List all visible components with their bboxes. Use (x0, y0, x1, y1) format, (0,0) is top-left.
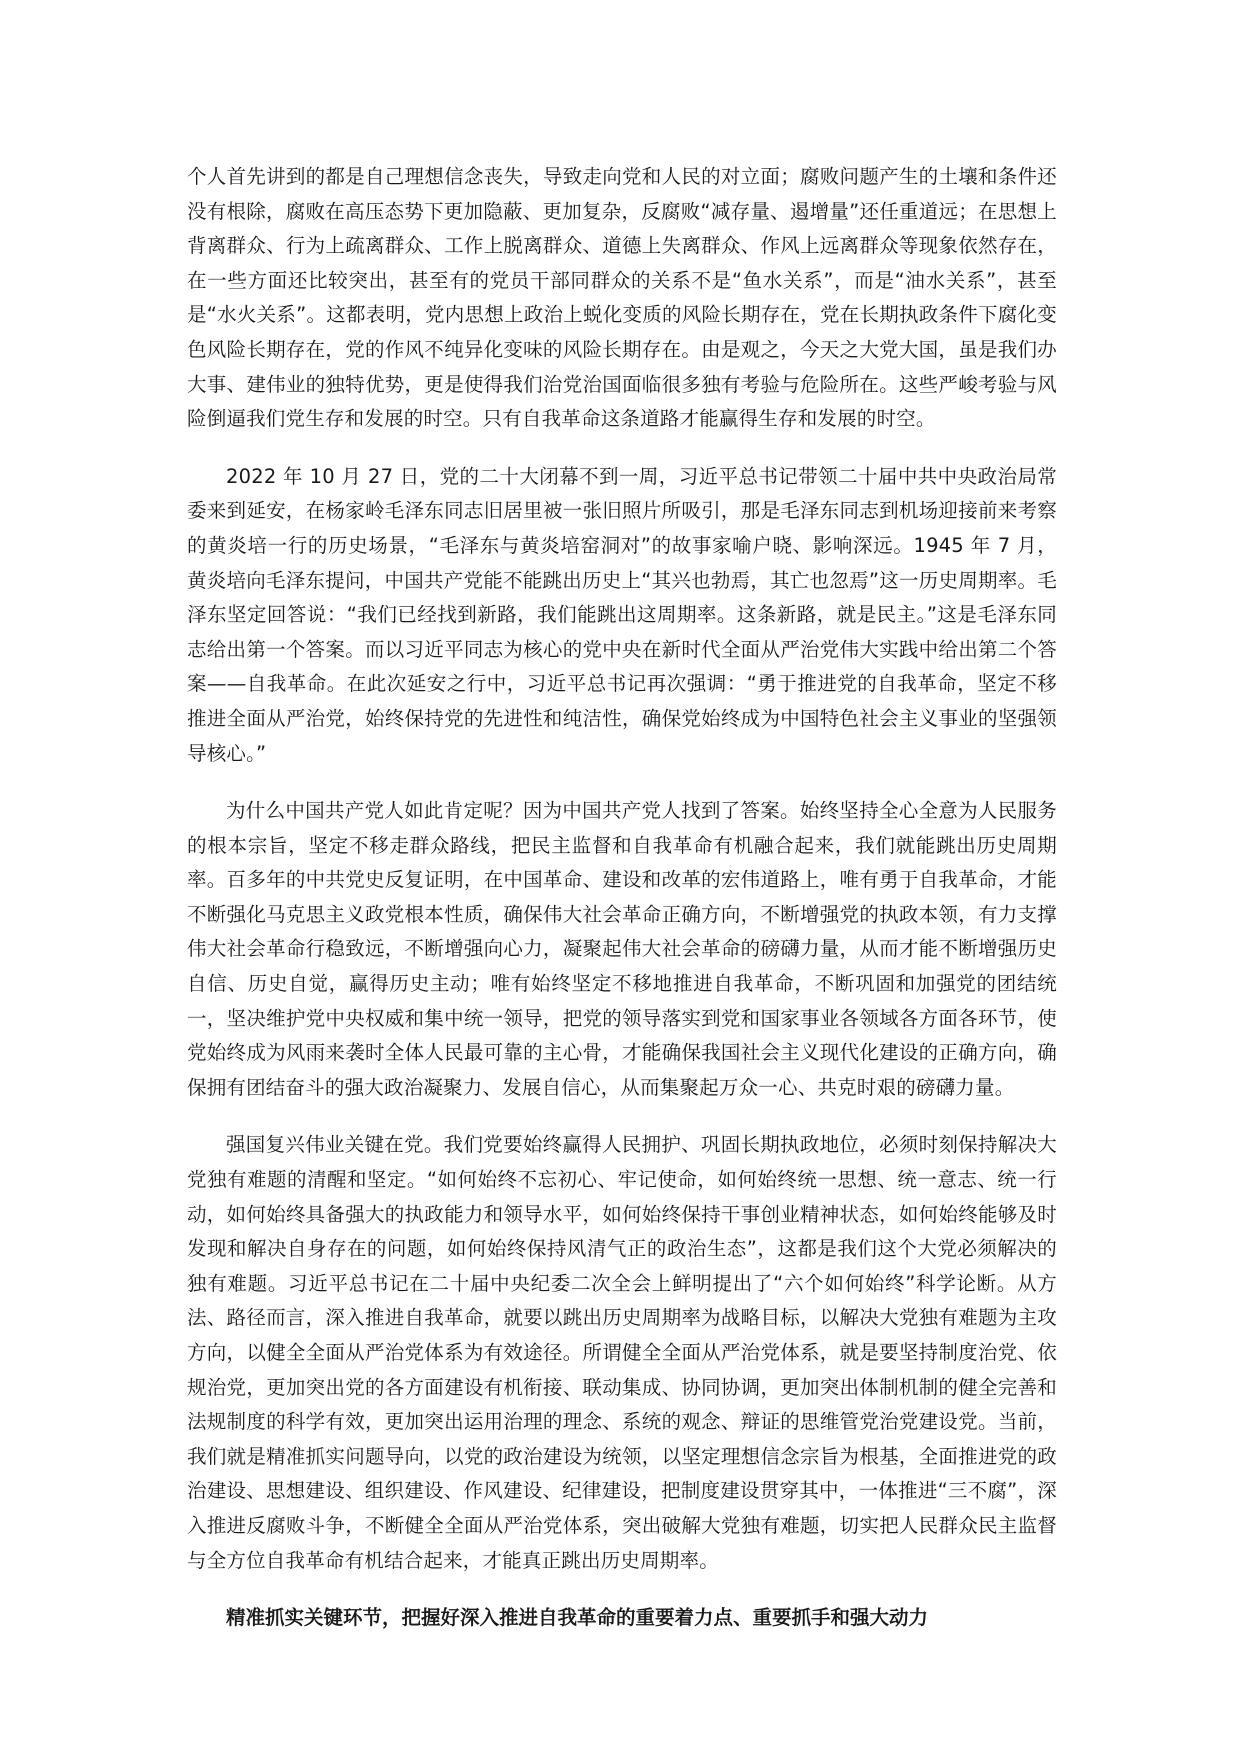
document-page (187, 160, 1057, 1635)
paragraph-3: 为什么中国共产党人如此肯定呢？因为中国共产党人找到了答案。始终坚持全心全意为人民服务的根本宗旨，坚定不移走群众路线，把民主监督和自我革命有机融合起来，我们就能跳出历史周期率。百多年的中共党史反复证明，在中国革命、建设和改革的宏伟道路上，唯有勇于自我革命，才能不断强化马克思主义政党根本性质，确保伟大社会革命正确方向，不断增强党的执政本领，有力支撑伟大社会革命行稳致远，不断增强向心力，凝聚起伟大社会革命的磅礴力量，从而才能不断增强历史自信、历史自觉，赢得历史主动；唯有始终坚定不移地推进自我革命，不断巩固和加强党的团结统一，坚决维护党中央权威和集中统一领导，把党的领导落实到党和国家事业各领域各方面各环节，使党始终成为风雨来袭时全体人民最可靠的主心骨，才能确保我国社会主义现代化建设的正确方向，确保拥有团结奋斗的强大政治凝聚力、发展自信心，从而集聚起万众一心、共克时艰的磅礴力量。 (187, 799, 1057, 1099)
section-heading: 精准抓实关键环节，把握好深入推进自我革命的重要着力点、重要抓手和强大动力 (226, 1606, 929, 1630)
paragraph-1: 个人首先讲到的都是自己理想信念丧失，导致走向党和人民的对立面；腐败问题产生的土壤和条件还没有根除，腐败在高压态势下更加隐蔽、更加复杂，反腐败“减存量、遏增量”还任重道远；在思想上背离群众、行为上疏离群众、工作上脱离群众、道德上失离群众、作风上远离群众等现象依然存在，在一些方面还比较突出，甚至有的党员干部同群众的关系不是“鱼水关系”，而是“油水关系”，甚至是“水火关系”。这都表明，党内思想上政治上蜕化变质的风险长期存在，党在长期执政条件下腐化变色风险长期存在，党的作风不纯异化变味的风险长期存在。由是观之，今天之大党大国，虽是我们办大事、建伟业的独特优势，更是使得我们治党治国面临很多独有考验与危险所在。这些严峻考验与风险倒逼我们党生存和发展的时空。只有自我革命这条道路才能赢得生存和发展的时空。 (187, 165, 1057, 431)
paragraph-4: 强国复兴伟业关键在党。我们党要始终赢得人民拥护、巩固长期执政地位，必须时刻保持解决大党独有难题的清醒和坚定。“如何始终不忘初心、牢记使命，如何始终统一思想、统一意志、统一行动，如何始终具备强大的执政能力和领导水平，如何始终保持干事创业精神状态，如何始终能够及时发现和解决自身存在的问题，如何始终保持风清气正的政治生态”，这都是我们这个大党必须解决的独有难题。习近平总书记在二十届中央纪委二次全会上鲜明提出了“六个如何始终”科学论断。从方法、路径而言，深入推进自我革命，就要以跳出历史周期率为战略目标，以解决大党独有难题为主攻方向，以健全全面从严治党体系为有效途径。所谓健全全面从严治党体系，就是要坚持制度治党、依规治党，更加突出党的各方面建设有机衔接、联动集成、协同协调，更加突出体制机制的健全完善和法规制度的科学有效，更加突出运用治理的理念、系统的观念、辩证的思维管党治党建设党。当前，我们就是精准抓实问题导向，以党的政治建设为统领，以坚定理想信念宗旨为根基，全面推进党的政治建设、思想建设、组织建设、作风建设、纪律建设，把制度建设贯穿其中，一体推进“三不腐”，深入推进反腐败斗争，不断健全全面从严治党体系，突出破解大党独有难题，切实把人民群众民主监督与全方位自我革命有机结合起来，才能真正跳出历史周期率。 (187, 1133, 1057, 1572)
paragraph-2: 2022 年 10 月 27 日，党的二十大闭幕不到一周，习近平总书记带领二十届中共中央政治局常委来到延安，在杨家岭毛泽东同志旧居里被一张旧照片所吸引，那是毛泽东同志到机场迎接前来考察的黄炎培一行的历史场景，“毛泽东与黄炎培窑洞对”的故事家喻户晓、影响深远。1945 年 7 月，黄炎培向毛泽东提问，中国共产党能不能跳出历史上“其兴也勃焉，其亡也忽焉”这一历史周期率。毛泽东坚定回答说：“我们已经找到新路，我们能跳出这周期率。这条新路，就是民主。”这是毛泽东同志给出第一个答案。而以习近平同志为核心的党中央在新时代全面从严治党伟大实践中给出第二个答案——自我革命。在此次延安之行中，习近平总书记再次强调：“勇于推进党的自我革命，坚定不移推进全面从严治党，始终保持党的先进性和纯洁性，确保党始终成为中国特色社会主义事业的坚强领导核心。” (187, 464, 1057, 765)
